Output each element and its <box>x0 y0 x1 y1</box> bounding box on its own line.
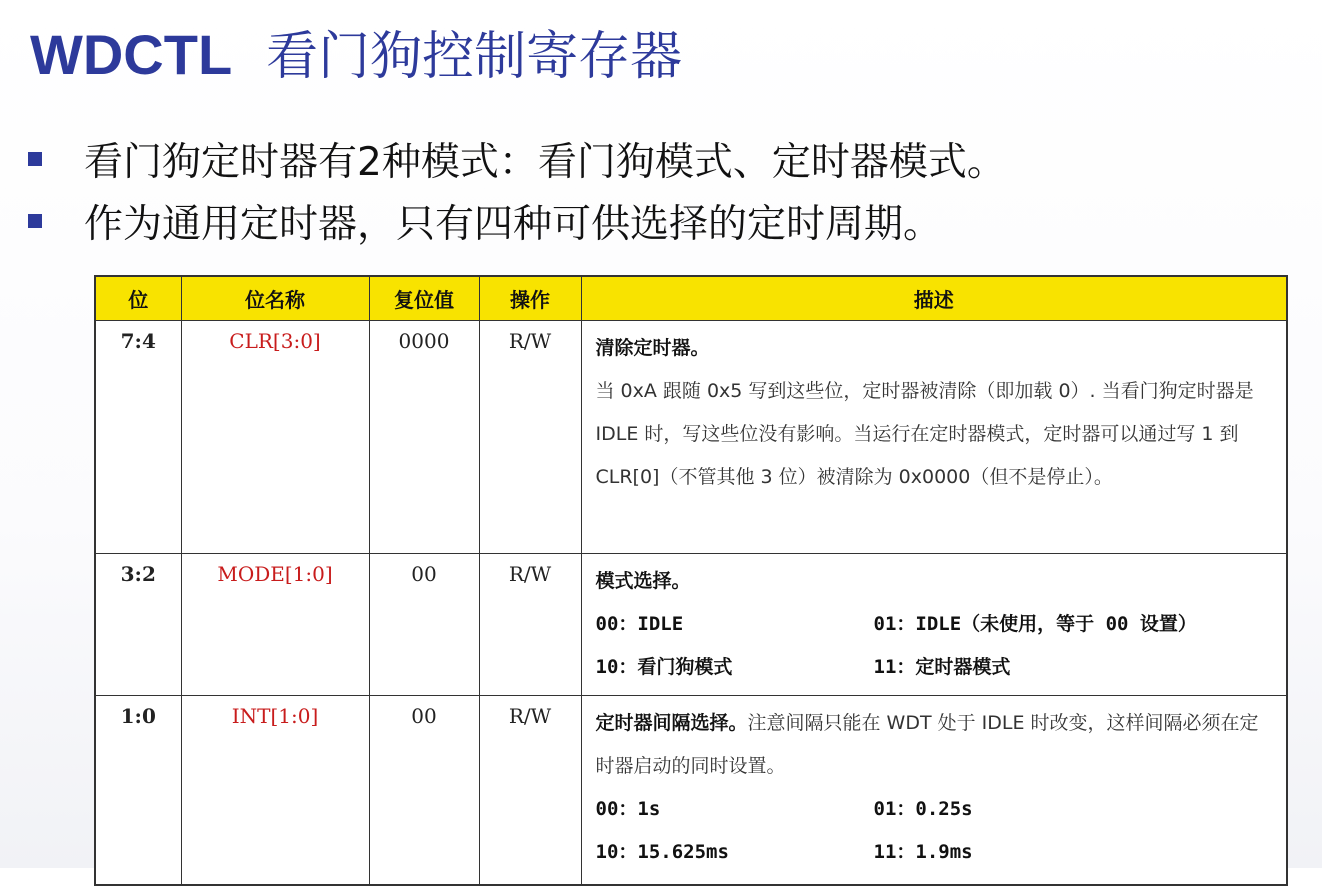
bullet-text: 看门狗定时器有2种模式：看门狗模式、定时器模式。 <box>84 140 1006 185</box>
table-header-row <box>95 276 1287 321</box>
option-list <box>596 603 1275 689</box>
option-item: 10：看门狗模式 <box>595 656 733 678</box>
cell-field-name: INT[1:0] <box>181 696 369 886</box>
register-table <box>94 275 1288 886</box>
option-item: 00：IDLE <box>595 613 684 635</box>
option-item: 01：0.25s <box>873 798 973 820</box>
description-title: 模式选择。 <box>595 570 691 592</box>
cell-description <box>581 321 1287 554</box>
option-item: 00：1s <box>595 798 661 820</box>
cell-operation: R/W <box>479 696 581 886</box>
description-paragraph <box>596 702 1275 788</box>
description-text: 注意间隔只能在 WDT 处于 IDLE 时改变，这样间隔必须在定时器启动的同时设置。 <box>595 712 1259 777</box>
title-register-code: WDCTL <box>30 23 233 86</box>
table-row <box>95 554 1287 696</box>
option-item: 11：1.9ms <box>873 841 973 863</box>
cell-field-name: CLR[3:0] <box>181 321 369 554</box>
page-title <box>30 14 682 94</box>
bullet-list <box>28 128 1308 252</box>
bullet-item <box>28 128 1308 190</box>
header-operation: 操作 <box>479 276 581 321</box>
cell-description <box>581 696 1287 886</box>
cell-bit: 3:2 <box>95 554 181 696</box>
cell-bit: 1:0 <box>95 696 181 886</box>
cell-reset-value: 0000 <box>369 321 479 554</box>
table-row <box>95 696 1287 886</box>
cell-operation: R/W <box>479 554 581 696</box>
option-item: 01：IDLE（未使用，等于 00 设置） <box>873 613 1197 635</box>
cell-description <box>581 554 1287 696</box>
square-bullet-icon <box>28 214 42 228</box>
option-list <box>596 788 1275 874</box>
cell-reset-value: 00 <box>369 696 479 886</box>
option-item: 10：15.625ms <box>595 841 729 863</box>
option-item: 11：定时器模式 <box>873 656 1011 678</box>
description-title: 清除定时器。 <box>595 337 710 359</box>
header-reset-value: 复位值 <box>369 276 479 321</box>
cell-bit: 7:4 <box>95 321 181 554</box>
cell-reset-value: 00 <box>369 554 479 696</box>
cell-field-name: MODE[1:0] <box>181 554 369 696</box>
header-field-name: 位名称 <box>181 276 369 321</box>
square-bullet-icon <box>28 152 42 166</box>
header-bit: 位 <box>95 276 181 321</box>
description-title: 定时器间隔选择。 <box>595 712 748 734</box>
header-description: 描述 <box>581 276 1287 321</box>
table-row <box>95 321 1287 554</box>
description-text: 当 0xA 跟随 0x5 写到这些位，定时器被清除（即加载 0）. 当看门狗定时器是 IDLE 时，写这些位没有影响。当运行在定时器模式，定时器可以通过写 1 到 CLR[0]（不管其他 3 位）被清除为 0x0000（但不是停止）。 <box>595 380 1254 488</box>
bullet-text: 作为通用定时器，只有四种可供选择的定时周期。 <box>84 202 943 247</box>
title-register-name: 看门狗控制寄存器 <box>266 27 683 87</box>
cell-operation: R/W <box>479 321 581 554</box>
bullet-item <box>28 190 1308 252</box>
